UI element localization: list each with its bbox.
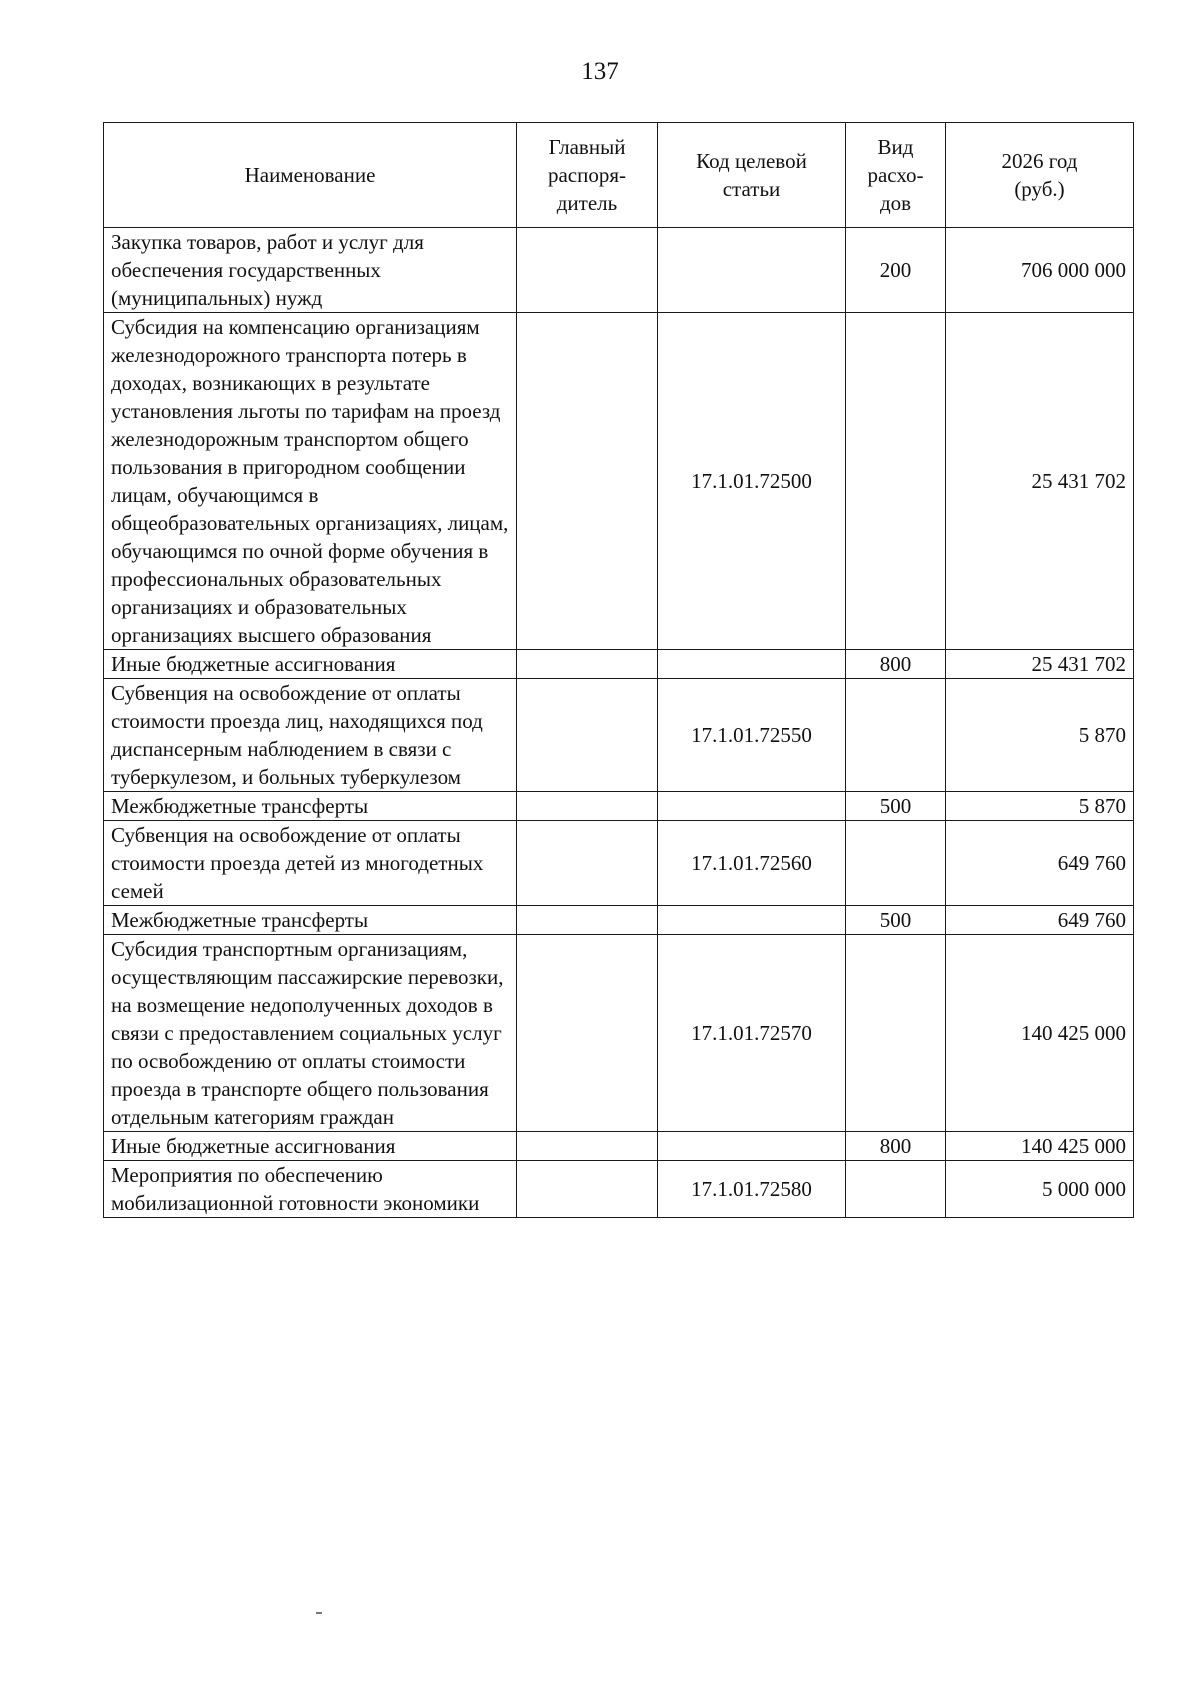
cell-amount: 5 000 000 — [946, 1161, 1134, 1218]
cell-admin — [517, 792, 658, 821]
page-number: 137 — [581, 58, 619, 85]
cell-name: Мероприятия по обеспечению мобилизационной готовности экономики — [104, 1161, 517, 1218]
cell-amount: 25 431 702 — [946, 313, 1134, 650]
cell-amount: 25 431 702 — [946, 650, 1134, 679]
table-row — [104, 1132, 1134, 1161]
cell-name: Субсидия транспортным организациям, осуществляющим пассажирские перевозки, на возмещение недополученных доходов в связи с предоставлением социальных услуг по освобождению от оплаты стоимости проезда в транспорте общего пользования отдельным категориям граждан — [104, 935, 517, 1132]
cell-code: 17.1.01.72500 — [658, 313, 846, 650]
cell-name: Закупка товаров, работ и услуг для обеспечения государственных (муниципальных) нужд — [104, 228, 517, 313]
table-row — [104, 906, 1134, 935]
cell-type — [846, 679, 946, 792]
cell-name: Субвенция на освобождение от оплаты стоимости проезда детей из многодетных семей — [104, 821, 517, 906]
header-name: Наименование — [104, 123, 517, 228]
cell-admin — [517, 1161, 658, 1218]
cell-code: 17.1.01.72560 — [658, 821, 846, 906]
table-row — [104, 792, 1134, 821]
cell-admin — [517, 650, 658, 679]
cell-amount: 649 760 — [946, 821, 1134, 906]
cell-amount: 649 760 — [946, 906, 1134, 935]
cell-name: Межбюджетные трансферты — [104, 906, 517, 935]
cell-code — [658, 228, 846, 313]
table-row — [104, 1161, 1134, 1218]
table-row — [104, 679, 1134, 792]
cell-amount: 140 425 000 — [946, 1132, 1134, 1161]
cell-type: 500 — [846, 906, 946, 935]
table-row — [104, 821, 1134, 906]
cell-code: 17.1.01.72550 — [658, 679, 846, 792]
cell-code: 17.1.01.72570 — [658, 935, 846, 1132]
cell-name: Субсидия на компенсацию организациям железнодорожного транспорта потерь в доходах, возникающих в результате установления льготы по тарифам на проезд железнодорожным транспортом общего пользования в пригородном сообщении лицам, обучающимся в общеобразовательных организациях, лицам, обучающимся по очной форме обучения в профессиональных образовательных организациях и образовательных организациях высшего образования — [104, 313, 517, 650]
cell-admin — [517, 906, 658, 935]
cell-type: 200 — [846, 228, 946, 313]
table-row — [104, 313, 1134, 650]
table-row — [104, 228, 1134, 313]
header-amount: 2026 год (руб.) — [946, 123, 1134, 228]
cell-type — [846, 313, 946, 650]
cell-name: Иные бюджетные ассигнования — [104, 650, 517, 679]
cell-admin — [517, 313, 658, 650]
cell-type: 800 — [846, 650, 946, 679]
cell-amount: 706 000 000 — [946, 228, 1134, 313]
cell-admin — [517, 1132, 658, 1161]
cell-type: 800 — [846, 1132, 946, 1161]
cell-code — [658, 906, 846, 935]
cell-code — [658, 792, 846, 821]
cell-code — [658, 1132, 846, 1161]
header-admin: Главный распоря-дитель — [517, 123, 658, 228]
header-code: Код целевой статьи — [658, 123, 846, 228]
table-row — [104, 650, 1134, 679]
cell-code: 17.1.01.72580 — [658, 1161, 846, 1218]
cell-type — [846, 935, 946, 1132]
cell-type — [846, 1161, 946, 1218]
cell-amount: 5 870 — [946, 792, 1134, 821]
header-type: Вид расхо-дов — [846, 123, 946, 228]
cell-type: 500 — [846, 792, 946, 821]
cell-code — [658, 650, 846, 679]
cell-admin — [517, 821, 658, 906]
cell-amount: 5 870 — [946, 679, 1134, 792]
cell-name: Субвенция на освобождение от оплаты стоимости проезда лиц, находящихся под диспансерным наблюдением в связи с туберкулезом, и больных туберкулезом — [104, 679, 517, 792]
cell-name: Иные бюджетные ассигнования — [104, 1132, 517, 1161]
cell-type — [846, 821, 946, 906]
cell-admin — [517, 935, 658, 1132]
table-row — [104, 935, 1134, 1132]
scan-speck — [316, 1612, 322, 1614]
cell-name: Межбюджетные трансферты — [104, 792, 517, 821]
budget-table — [103, 122, 1134, 1218]
cell-admin — [517, 679, 658, 792]
cell-amount: 140 425 000 — [946, 935, 1134, 1132]
table-header-row — [104, 123, 1134, 228]
cell-admin — [517, 228, 658, 313]
